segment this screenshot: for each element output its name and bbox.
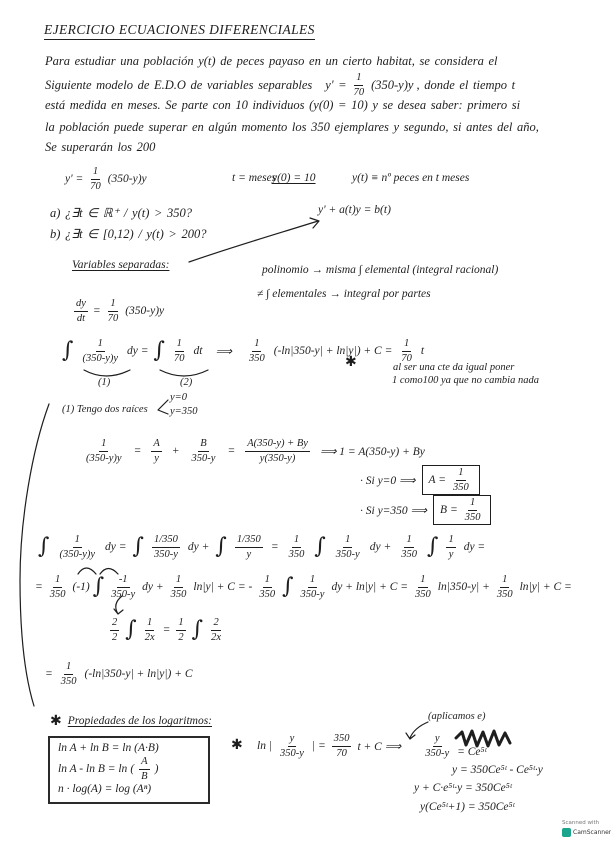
case-a: [360, 466, 480, 494]
fraction: [48, 574, 68, 600]
fraction: [446, 534, 455, 560]
denominator: (350-y)y: [86, 452, 122, 464]
fraction: [109, 574, 137, 600]
numerator: -1: [117, 574, 130, 588]
rule-lhs: ln A - ln B = ln: [58, 763, 128, 775]
numerator: 350: [332, 733, 352, 747]
term: (-1): [72, 581, 90, 593]
final-equation: [257, 728, 486, 764]
denominator: 350: [259, 588, 276, 600]
time-definition: t = meses: [232, 172, 277, 184]
denominator: 350-y: [191, 452, 216, 464]
statement-line-5: Se superarán los 200: [45, 140, 156, 154]
fraction: [151, 438, 161, 464]
initial-condition: y(0) = 10: [272, 172, 316, 184]
denominator: 2: [178, 631, 184, 643]
term: =: [45, 668, 53, 680]
close-paren: ): [154, 763, 159, 775]
fraction: [247, 338, 267, 364]
denominator: 350-y: [300, 588, 325, 600]
term: dy +: [142, 581, 164, 593]
method-note-2: ≠ ∫ elementales → integral por partes: [257, 288, 431, 300]
integration-equation: [62, 332, 424, 370]
numerator: 1: [176, 617, 185, 631]
page-title: EJERCICIO ECUACIONES DIFERENCIALES: [44, 22, 315, 40]
numerator: 1: [99, 438, 108, 452]
log-rule-3: n · log(A) = log (Aⁿ): [58, 783, 152, 795]
boxed-result-a: [422, 465, 480, 495]
coefficient-lhs: A =: [428, 474, 446, 486]
term: dy +: [187, 541, 210, 553]
equation-rhs: (350-y)y: [125, 305, 165, 317]
integral-sign: ∫: [62, 338, 74, 363]
numerator: A: [139, 756, 149, 770]
denominator: 350: [248, 352, 265, 364]
scanner-line-2: CamScanner: [573, 829, 611, 836]
numerator: 1: [53, 574, 62, 588]
fraction: [257, 574, 277, 600]
term: dy =: [105, 541, 127, 553]
integral-sign: ∫: [92, 574, 105, 599]
denominator: 350: [60, 675, 77, 687]
camscanner-badge: [562, 818, 611, 842]
fraction: [299, 574, 327, 600]
denominator: 350: [453, 481, 469, 493]
denominator: y(350-y): [259, 452, 296, 464]
partial-result: ⟹ 1 = A(350-y) + By: [319, 446, 425, 458]
numerator: 2: [110, 617, 119, 631]
root-branch-lines: [158, 400, 168, 414]
denominator: (350-y)y: [82, 352, 119, 364]
remark-line-2: 1 como100 ya que no cambia nada: [392, 375, 539, 386]
asterisk-icon: ✱: [50, 713, 62, 729]
term: = Ce⁵ᵗ: [457, 746, 487, 758]
remark-line-1: al ser una cte da igual poner: [393, 362, 515, 373]
label-1: (1): [98, 377, 111, 388]
fraction: [332, 733, 352, 759]
numerator: dy: [74, 298, 88, 312]
differential: dy =: [127, 345, 149, 357]
term: dy + ln|y| + C =: [331, 581, 409, 593]
equation-lhs: y' =: [65, 173, 84, 185]
equation-rhs: (350-y)y: [107, 173, 147, 185]
fraction: [423, 733, 451, 759]
fraction: [209, 617, 223, 643]
question-b: b) ¿∃t ∈ [0,12) / y(t) > 200?: [50, 227, 207, 241]
fraction: [278, 733, 306, 759]
arrow-head-icon: [310, 218, 319, 228]
open-paren: (: [130, 763, 135, 775]
fraction: [80, 338, 120, 364]
integral-sign: ∫: [314, 534, 326, 559]
fraction: [57, 534, 97, 560]
numerator: 1: [145, 617, 154, 631]
term: =: [35, 581, 43, 593]
fraction: [110, 617, 119, 643]
numerator: 1/350: [152, 534, 180, 548]
integral-sign: ∫: [38, 534, 50, 559]
denominator: 350-y: [111, 588, 136, 600]
denominator: 70: [353, 86, 365, 98]
statement-tail: , donde el tiempo t: [416, 77, 516, 92]
separation-equation: [72, 296, 164, 326]
fraction: [352, 72, 367, 98]
term: ln |: [257, 740, 272, 752]
numerator: y: [433, 733, 442, 747]
numerator: 1: [252, 338, 261, 352]
denominator: dt: [76, 312, 86, 324]
fraction: [176, 617, 185, 643]
denominator: 350-y: [279, 747, 304, 759]
denominator: 70: [174, 352, 185, 364]
final-line-1: y = 350Ce⁵ᵗ - Ce⁵ᵗ·y: [452, 764, 543, 776]
final-line-2: y + C·e⁵ᵗ·y = 350Ce⁵ᵗ: [414, 782, 512, 794]
numerator: A(350-y) + By: [245, 438, 310, 452]
numerator: B: [198, 438, 208, 452]
fraction: [190, 438, 218, 464]
numerator: 1: [446, 534, 455, 548]
fraction: [413, 574, 433, 600]
fraction: [399, 338, 414, 364]
numerator: 1: [91, 166, 100, 180]
root-2: y=350: [170, 406, 198, 417]
method-note-1: polinomio → misma ∫ elemental (integral racional): [262, 264, 499, 276]
linear-form: y' + a(t)y = b(t): [318, 204, 391, 216]
numerator: 1: [108, 298, 117, 312]
integral-step-1: [38, 528, 485, 566]
plus-sign: +: [171, 445, 180, 457]
equals-sign: =: [162, 624, 171, 636]
denominator: 2: [112, 631, 118, 643]
scanner-line-1: Scanned with: [562, 820, 600, 826]
denominator: y: [448, 548, 454, 560]
fraction: [88, 166, 103, 192]
fraction: [74, 298, 88, 324]
denominator: 350: [401, 548, 417, 560]
fraction: [451, 467, 471, 493]
numerator: 1: [456, 467, 465, 481]
term: dy +: [369, 541, 392, 553]
numerator: 1: [343, 534, 352, 548]
denominator: 350: [49, 588, 66, 600]
fraction: [59, 661, 79, 687]
fraction: [399, 534, 419, 560]
integral-sign: ∫: [426, 534, 439, 559]
denominator: B: [141, 770, 148, 782]
fraction: [495, 574, 515, 600]
integral-sign: ∫: [132, 534, 144, 559]
statement-line-1: Para estudiar una población y(t) de peces payaso en un cierto habitat, se considera el: [45, 54, 498, 68]
numerator: 1: [263, 574, 272, 588]
numerator: 1: [354, 72, 363, 86]
underbrace-1: [84, 370, 130, 376]
log-expression: (-ln|350-y| + ln|y|) + C =: [273, 345, 393, 357]
numerator: 1: [402, 338, 411, 352]
log-rules-box: [48, 736, 210, 804]
equation-lhs: y' =: [325, 77, 347, 92]
coefficient-lhs: B =: [440, 504, 458, 516]
equals-sign: =: [133, 445, 142, 457]
fraction: [152, 534, 180, 560]
log-rule-2: [58, 756, 158, 782]
denominator: 2x: [211, 631, 222, 643]
fraction: [463, 497, 483, 523]
denominator: 350: [496, 588, 513, 600]
term: | =: [311, 740, 326, 752]
statement-line-3: está medida en meses. Se parte con 10 individuos (y(0) = 10) y se desea saber: primero si: [45, 98, 521, 112]
numerator: 1: [418, 574, 427, 588]
equals-sign: =: [92, 305, 101, 317]
denominator: 70: [90, 180, 101, 192]
asterisk-icon: ✱: [345, 354, 357, 370]
case-label: · Si y=350 ⟹: [360, 505, 428, 517]
case-b: [360, 496, 491, 524]
underbrace-2: [160, 370, 208, 376]
numerator: 1: [175, 338, 184, 352]
boxed-result-b: [433, 495, 491, 525]
numerator: y: [288, 733, 297, 747]
fraction: [334, 534, 362, 560]
term: (-ln|350-y| + ln|y|) + C: [84, 668, 193, 680]
numerator: 1: [292, 534, 301, 548]
integral-sign: ∫: [153, 338, 165, 363]
numerator: 1: [73, 534, 82, 548]
fraction: [84, 438, 124, 464]
denominator: 70: [336, 747, 347, 759]
root-1: y=0: [170, 392, 187, 403]
term: ln|y| + C = -: [193, 581, 253, 593]
roots-heading: (1) Tengo dos raíces: [62, 404, 148, 415]
numerator: 1: [500, 574, 509, 588]
denominator: 350-y: [154, 548, 178, 560]
variable-t: t: [420, 345, 425, 357]
integral-sign: ∫: [125, 617, 137, 642]
denominator: 350-y: [335, 548, 360, 560]
denominator: 70: [107, 312, 119, 324]
statement-line-4: la población puede superar en algún momento los 350 ejemplares y segundo, si antes del año,: [45, 120, 539, 134]
numerator: 1: [308, 574, 317, 588]
denominator: y: [246, 548, 252, 560]
denominator: 350: [415, 588, 431, 600]
integral-sign: ∫: [215, 534, 227, 559]
fraction: [169, 574, 189, 600]
note-apply-e: (aplicamos e): [428, 711, 486, 722]
equals-sign: =: [227, 445, 236, 457]
integral-step-2: [35, 568, 572, 606]
arrow-line: [189, 221, 318, 262]
term: t + C ⟹: [357, 741, 402, 753]
asterisk-icon: ✱: [231, 737, 243, 753]
statement-text: Siguiente modelo de E.D.O de variables separables: [45, 77, 313, 92]
numerator: 1: [404, 534, 413, 548]
numerator: A: [151, 438, 161, 452]
camscanner-logo-icon: [562, 828, 571, 837]
question-a: a) ¿∃t ∈ ℝ⁺ / y(t) > 350?: [50, 206, 193, 220]
fraction: [139, 756, 149, 782]
y-definition: y(t) ≡ nº peces en t meses: [352, 172, 470, 184]
fraction: [287, 534, 307, 560]
integral-sign: ∫: [191, 617, 204, 642]
final-line-3: y(Ce⁵ᵗ+1) = 350Ce⁵ᵗ: [420, 801, 515, 813]
denominator: 350: [288, 548, 305, 560]
numerator: 1: [96, 338, 105, 352]
term: ln|350-y| +: [437, 581, 490, 593]
fraction: [172, 338, 187, 364]
logs-heading-row: [50, 713, 212, 729]
equation-rhs: (350-y)y: [371, 77, 414, 92]
denominator: (350-y)y: [59, 548, 96, 560]
integral-sign: ∫: [282, 574, 294, 599]
log-rule-1: ln A + ln B = ln (A·B): [58, 742, 159, 754]
numerator: 1: [468, 497, 477, 511]
implies-arrow: ⟹: [215, 346, 232, 358]
numerator: 1: [174, 574, 183, 588]
denominator: 70: [401, 352, 412, 364]
label-2: (2): [180, 377, 193, 388]
fraction: [106, 298, 121, 324]
fraction: [245, 438, 310, 464]
term: =: [270, 541, 279, 553]
logs-heading: Propiedades de los logaritmos:: [67, 715, 213, 727]
fraction: [235, 534, 263, 560]
integral-step-3: [108, 612, 225, 648]
method-heading: Variables separadas:: [72, 259, 170, 271]
denominator: y: [154, 452, 159, 464]
term: ln|y| + C =: [519, 581, 572, 593]
case-label: · Si y=0 ⟹: [360, 475, 416, 487]
fraction: [143, 617, 157, 643]
denominator: 350: [170, 588, 187, 600]
numerator: 1: [64, 661, 73, 675]
term: dy =: [463, 541, 486, 553]
denominator: 2x: [144, 631, 155, 643]
model-equation: [65, 166, 147, 192]
partial-fractions: [82, 432, 425, 470]
denominator: 350-y: [425, 747, 450, 759]
numerator: 2: [211, 617, 220, 631]
denominator: 350: [464, 511, 481, 523]
integral-step-4: [45, 656, 193, 692]
statement-line-2: [45, 72, 515, 98]
differential: dt: [193, 345, 203, 357]
numerator: 1/350: [235, 534, 263, 548]
